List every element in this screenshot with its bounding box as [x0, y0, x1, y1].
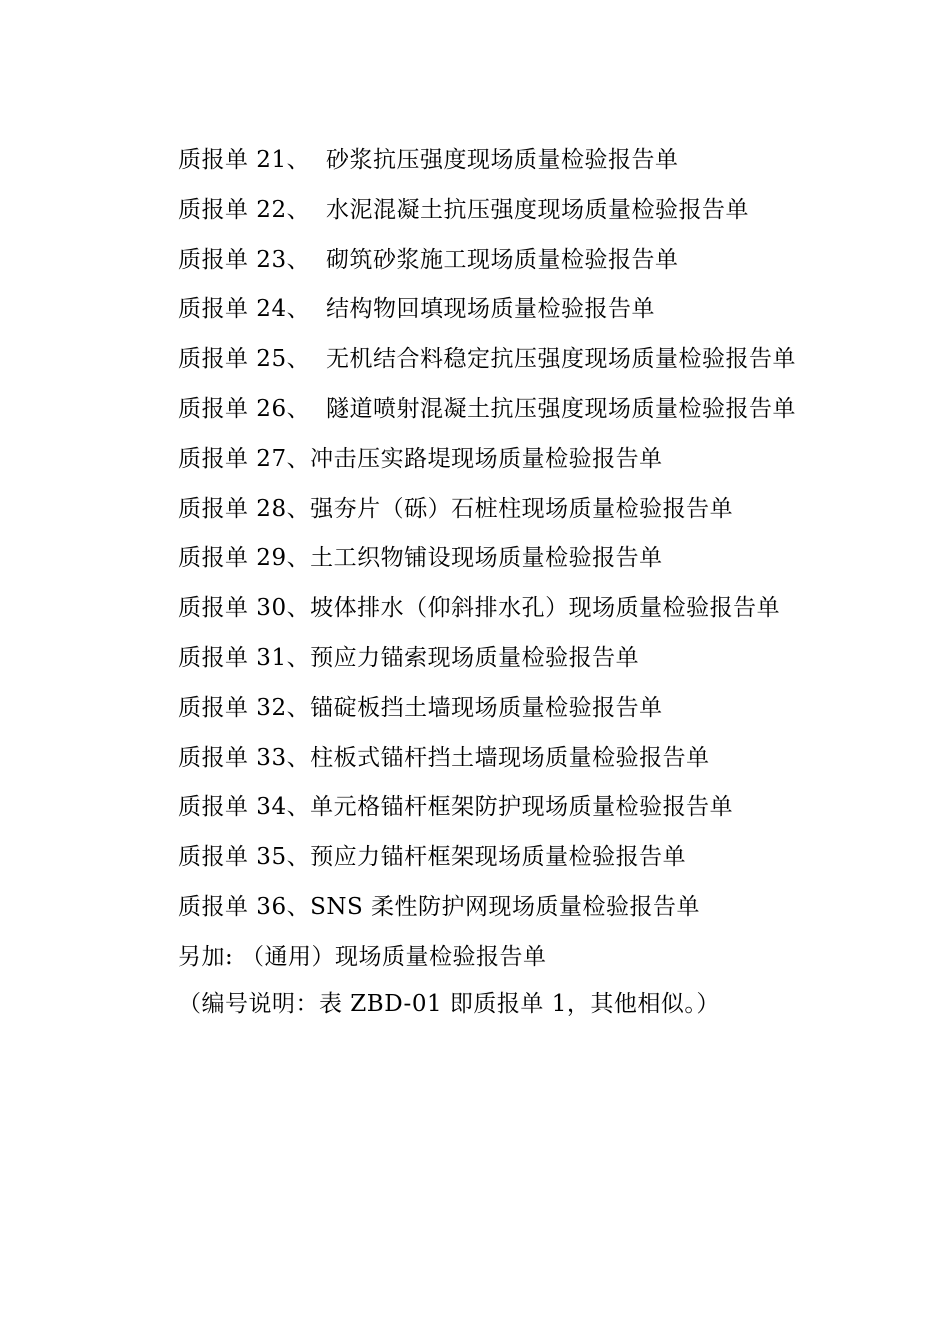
item-code: 质报单 27、	[178, 445, 311, 472]
list-item	[178, 485, 878, 535]
item-title: 单元格锚杆框架防护现场质量检验报告单	[310, 794, 734, 821]
numbering-note: （编号说明：表 ZBD-01 即质报单 1，其他相似。）	[178, 991, 720, 1017]
item-code: 质报单 30、	[178, 595, 311, 622]
list-item	[178, 136, 878, 186]
item-title: 土工织物铺设现场质量检验报告单	[310, 545, 663, 572]
item-code: 质报单 29、	[178, 545, 311, 572]
item-title: 无机结合料稳定抗压强度现场质量检验报告单	[326, 346, 796, 373]
list-item	[178, 833, 878, 883]
list-item	[178, 385, 878, 435]
item-code: 质报单 21、	[178, 147, 311, 173]
item-title: 隧道喷射混凝土抗压强度现场质量检验报告单	[326, 395, 796, 422]
list-item	[178, 684, 878, 734]
list-item	[178, 335, 878, 385]
item-code: 质报单 34、	[178, 794, 311, 821]
list-item	[178, 534, 878, 584]
item-code: 质报单 33、	[178, 744, 311, 771]
item-code: 质报单 22、	[178, 196, 311, 223]
item-code: 质报单 23、	[178, 246, 311, 273]
list-item	[178, 236, 878, 286]
list-item	[178, 435, 878, 485]
item-title: 预应力锚杆框架现场质量检验报告单	[310, 844, 687, 871]
list-item	[178, 734, 878, 784]
extra-item: 另加: （通用）现场质量检验报告单	[178, 943, 547, 970]
list-item	[178, 883, 878, 933]
item-code: 质报单 24、	[178, 296, 311, 323]
item-code: 质报单 26、	[178, 395, 311, 422]
list-item	[178, 783, 878, 833]
report-list	[178, 136, 878, 983]
item-title: 柱板式锚杆挡土墙现场质量检验报告单	[310, 744, 710, 771]
list-item	[178, 186, 878, 236]
item-code: 质报单 35、	[178, 844, 311, 871]
item-title: 冲击压实路堤现场质量检验报告单	[310, 445, 663, 472]
item-title: 坡体排水（仰斜排水孔）现场质量检验报告单	[310, 595, 781, 622]
item-code: 质报单 28、	[178, 495, 311, 522]
item-code: 质报单 31、	[178, 644, 311, 671]
list-item	[178, 285, 878, 335]
item-code: 质报单 36、	[178, 893, 311, 920]
item-title: 锚碇板挡土墙现场质量检验报告单	[310, 694, 663, 721]
item-title: 强夯片（砾）石桩柱现场质量检验报告单	[310, 495, 734, 522]
item-code: 质报单 32、	[178, 694, 311, 721]
item-title: 水泥混凝土抗压强度现场质量检验报告单	[326, 196, 749, 223]
item-title: 预应力锚索现场质量检验报告单	[310, 644, 640, 671]
item-title: 结构物回填现场质量检验报告单	[326, 296, 655, 323]
item-title: 砂浆抗压强度现场质量检验报告单	[326, 147, 679, 173]
list-item	[178, 584, 878, 634]
item-code: 质报单 25、	[178, 346, 311, 373]
item-title: SNS 柔性防护网现场质量检验报告单	[310, 893, 701, 920]
list-item	[178, 634, 878, 684]
item-title: 砌筑砂浆施工现场质量检验报告单	[326, 246, 679, 273]
